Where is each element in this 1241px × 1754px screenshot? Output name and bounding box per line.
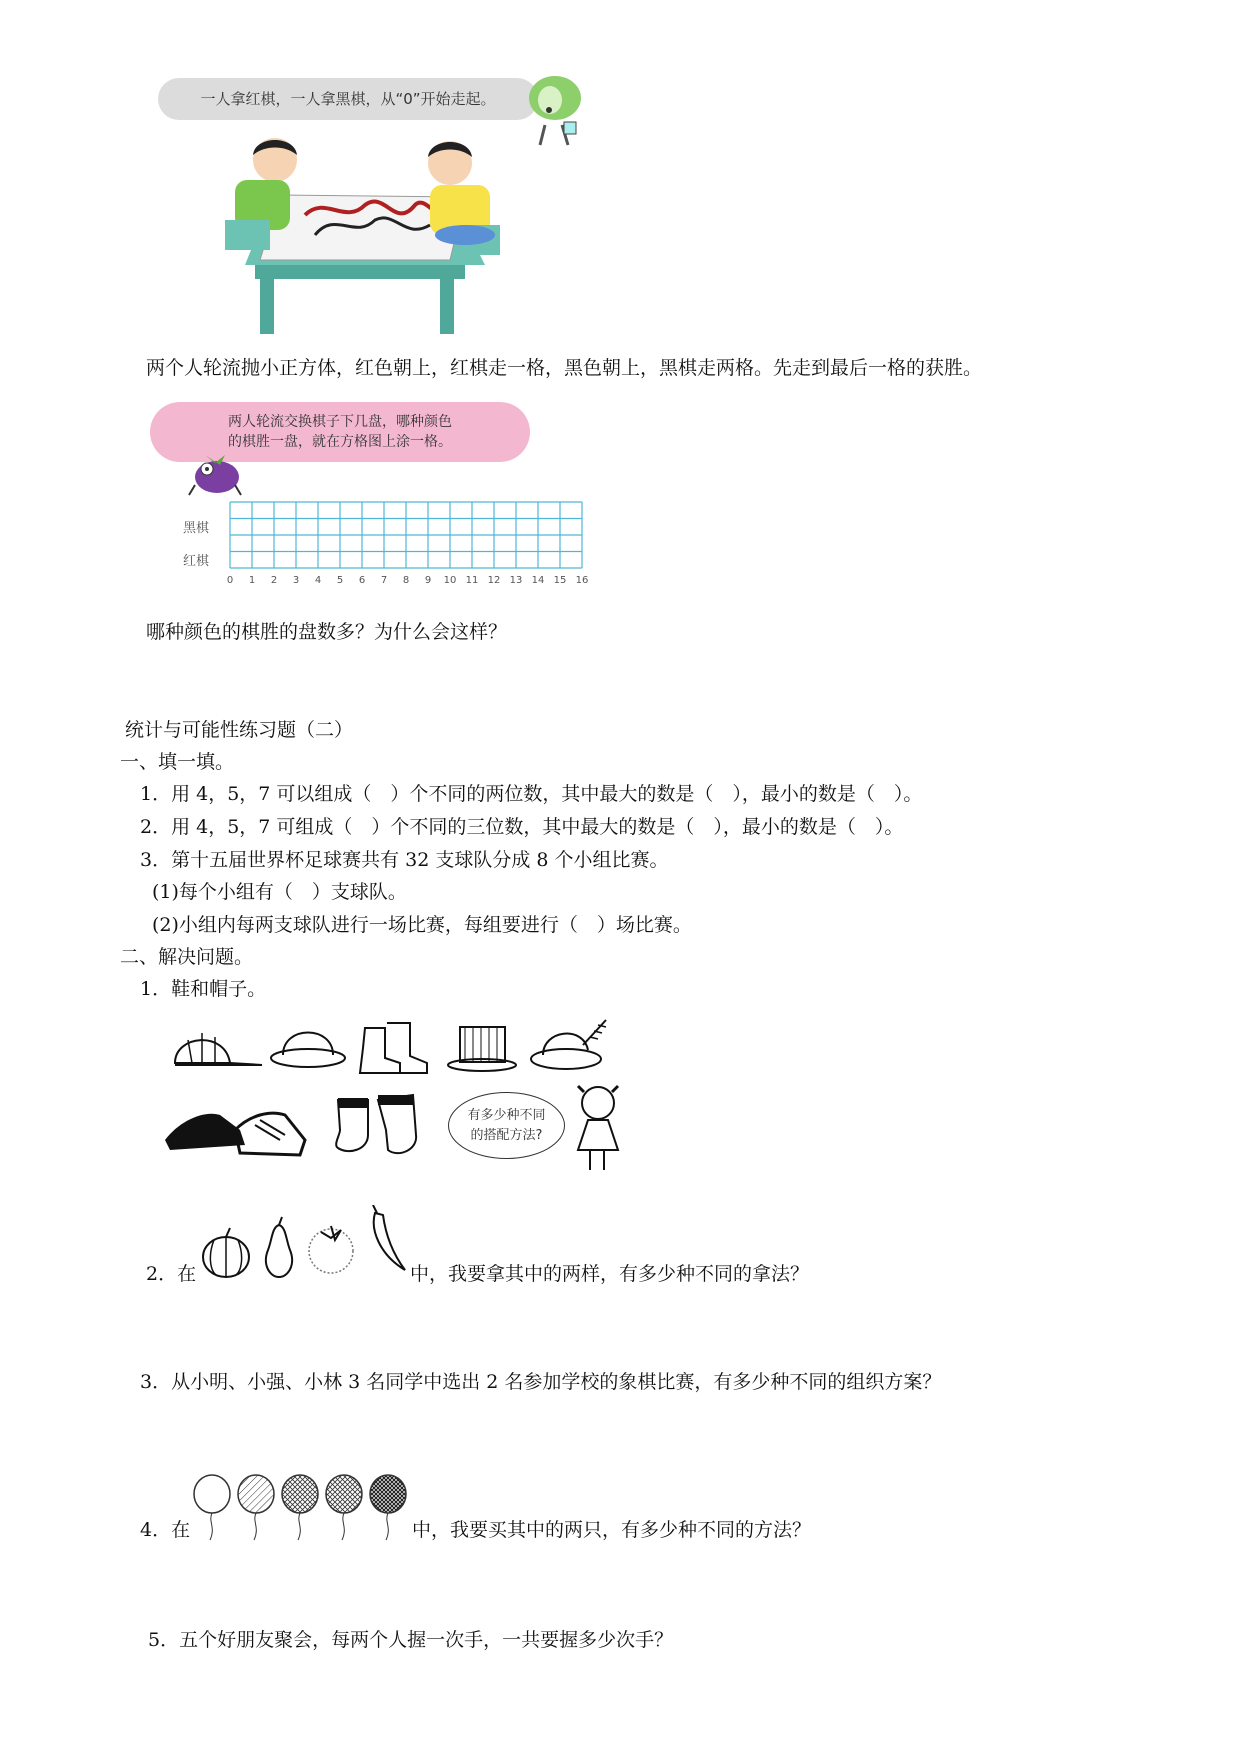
leather-shoes-icon (160, 1095, 310, 1160)
balloon-3 (282, 1475, 318, 1540)
pumpkin-icon (200, 1225, 252, 1280)
problem-2-prefix: 2．在 (146, 1263, 197, 1285)
balloons-icon (190, 1472, 415, 1544)
part2-title: 二、解决问题。 (120, 946, 254, 968)
grid-tick-label: 1 (248, 575, 256, 586)
balloon-1 (194, 1475, 230, 1540)
problem-2-suffix: 中，我要拿其中的两样，有多少种不同的拿法？ (410, 1263, 810, 1285)
girl-bubble-line-1: 有多少种不同 (467, 1107, 546, 1123)
girl-speech-bubble (448, 1092, 565, 1159)
grid-tick-label: 5 (336, 575, 344, 586)
cabbage-character-icon (520, 70, 590, 150)
grid-tick-label: 4 (314, 575, 322, 586)
problem-1: 1．鞋和帽子。 (140, 978, 267, 1000)
boots-icon (355, 1018, 430, 1076)
grid-row-label-red: 红棋 (183, 554, 210, 569)
part1-title: 一、填一填。 (120, 751, 235, 773)
pepper-icon (365, 1205, 413, 1275)
tomato-icon (305, 1218, 357, 1278)
top-hat-icon (445, 1022, 520, 1074)
kids-playing-chess-illustration (225, 135, 505, 340)
problem-4-prefix: 4．在 (140, 1519, 191, 1541)
question-text: 哪种颜色的棋胜的盘数多？为什么会这样？ (146, 621, 508, 643)
socks-icon (328, 1090, 428, 1162)
feather-hat-icon (528, 1015, 610, 1075)
eggplant-character-icon (185, 445, 245, 500)
grid-tick-label: 7 (380, 575, 388, 586)
balloon-2 (238, 1475, 274, 1540)
baseball-cap-icon (170, 1025, 265, 1070)
balloon-5 (370, 1475, 406, 1540)
fill-question-3-sub-1: (1)每个小组有（ ）支球队。 (152, 881, 407, 903)
balloon-4 (326, 1475, 362, 1540)
grid-tick-label: 10 (443, 575, 457, 586)
top-bubble-text: 一人拿红棋，一人拿黑棋，从“0”开始走起。 (200, 90, 496, 108)
grid-tick-label: 15 (553, 575, 567, 586)
grid-tick-label: 12 (487, 575, 501, 586)
section-title: 统计与可能性练习题（二） (125, 719, 354, 741)
pear-icon (260, 1215, 298, 1280)
fill-question-1: 1．用 4，5，7 可以组成（ ）个不同的两位数，其中最大的数是（ ），最小的数是（ ）。 (140, 783, 923, 805)
grid-row-label-black: 黑棋 (183, 521, 210, 536)
fill-question-2: 2．用 4，5，7 可组成（ ）个不同的三位数，其中最大的数是（ ），最小的数是（ ）。 (140, 816, 904, 838)
girl-bubble-line-2: 的搭配方法? (470, 1127, 543, 1143)
grid-tick-label: 14 (531, 575, 545, 586)
problem-4-suffix: 中，我要买其中的两只，有多少种不同的方法？ (412, 1519, 812, 1541)
fill-question-3: 3．第十五届世界杯足球赛共有 32 支球队分成 8 个小组比赛。 (140, 849, 669, 871)
grid-tick-label: 9 (424, 575, 432, 586)
problem-3: 3．从小明、小强、小林 3 名同学中选出 2 名参加学校的象棋比赛，有多少种不同的组织方案？ (140, 1371, 942, 1393)
grid-tick-label: 16 (575, 575, 589, 586)
grid-tick-label: 11 (465, 575, 479, 586)
grid-bubble-line-1: 两人轮流交换棋子下几盘，哪种颜色 (228, 414, 452, 430)
fill-question-3-sub-2: (2)小组内每两支球队进行一场比赛，每组要进行（ ）场比赛。 (152, 914, 692, 936)
grid-tick-label: 13 (509, 575, 523, 586)
grid-tick-label: 2 (270, 575, 278, 586)
grid-tick-label: 3 (292, 575, 300, 586)
girl-character-icon (570, 1078, 630, 1176)
game-rule-text: 两个人轮流抛小正方体，红色朝上，红棋走一格，黑色朝上，黑棋走两格。先走到最后一格的获胜。 (146, 357, 983, 379)
round-hat-icon (268, 1020, 348, 1072)
grid-tick-label: 0 (226, 575, 234, 586)
top-speech-bubble (158, 78, 538, 120)
grid-bubble-line-2: 的棋胜一盘，就在方格图上涂一格。 (228, 434, 452, 450)
problem-5: 5．五个好朋友聚会，每两个人握一次手，一共要握多少次手？ (148, 1629, 674, 1651)
win-count-grid (225, 500, 600, 600)
grid-tick-label: 8 (402, 575, 410, 586)
grid-tick-label: 6 (358, 575, 366, 586)
